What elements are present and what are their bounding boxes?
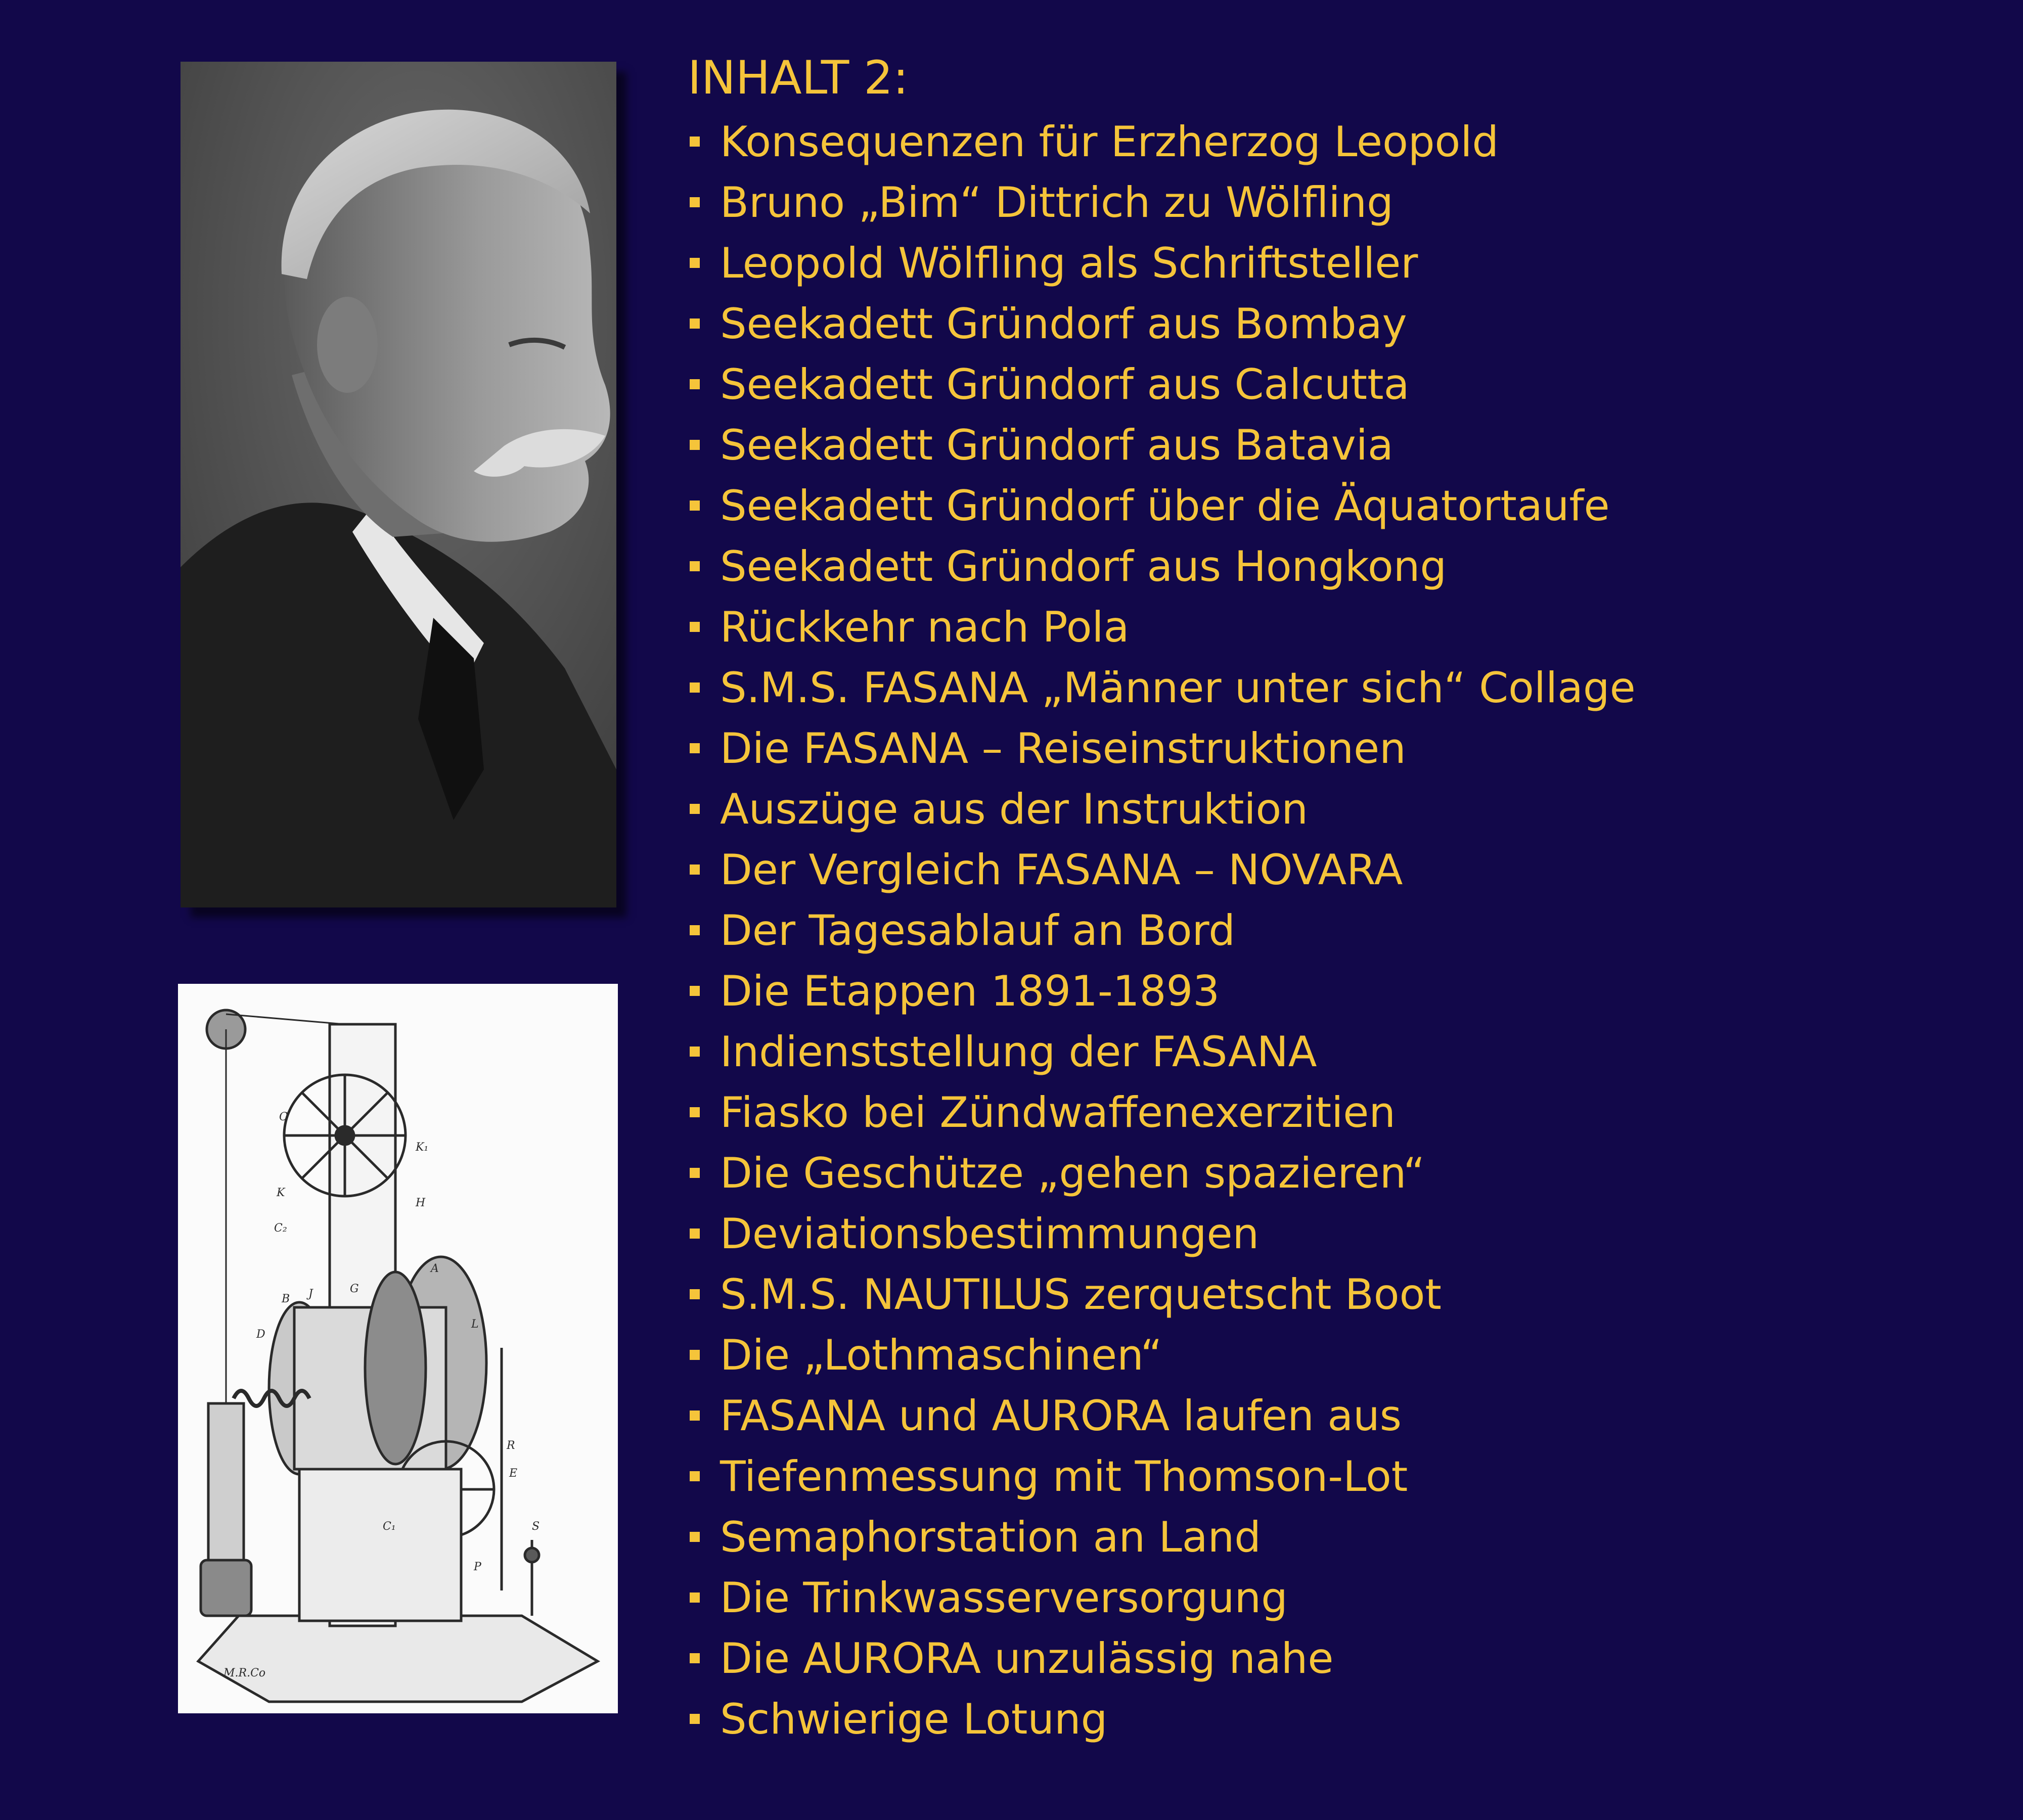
list-item-label: S.M.S. NAUTILUS zerquetscht Boot [720, 1269, 1442, 1319]
square-bullet-icon [690, 1714, 700, 1724]
drawing-label: C₂ [274, 1222, 287, 1235]
list-item [688, 1143, 1992, 1203]
portrait-photo-image [181, 62, 616, 907]
list-item-label: Die Geschütze „gehen spazieren“ [720, 1148, 1425, 1198]
list-item-label: Auszüge aus der Instruktion [720, 784, 1308, 834]
square-bullet-icon [690, 804, 700, 814]
square-bullet-icon [690, 440, 700, 450]
list-item-label: Der Tagesablauf an Bord [720, 905, 1235, 955]
list-item-label: S.M.S. FASANA „Männer unter sich“ Collage [720, 663, 1636, 712]
drawing-label: J [308, 1288, 313, 1300]
list-item-label: Bruno „Bim“ Dittrich zu Wölfling [720, 177, 1393, 227]
list-item-label: Der Vergleich FASANA – NOVARA [720, 845, 1403, 894]
drawing-label: P [474, 1561, 481, 1573]
list-item [688, 597, 1992, 657]
list-item-label: Die AURORA unzulässig nahe [720, 1633, 1334, 1683]
square-bullet-icon [690, 1228, 700, 1239]
list-item [688, 900, 1992, 961]
square-bullet-icon [690, 1289, 700, 1299]
drawing-label: B [282, 1293, 290, 1305]
list-item-label: Rückkehr nach Pola [720, 602, 1130, 652]
list-item-label: Schwierige Lotung [720, 1694, 1108, 1744]
square-bullet-icon [690, 986, 700, 996]
list-item [688, 839, 1992, 900]
square-bullet-icon [690, 682, 700, 693]
drawing-label: D [256, 1328, 265, 1341]
square-bullet-icon [690, 1471, 700, 1481]
list-item-label: Seekadett Gründorf aus Bombay [720, 299, 1407, 348]
list-item-label: Seekadett Gründorf aus Calcutta [720, 359, 1410, 409]
square-bullet-icon [690, 561, 700, 571]
square-bullet-icon [690, 925, 700, 935]
square-bullet-icon [690, 258, 700, 268]
list-item [688, 1203, 1992, 1264]
list-item-label: Die „Lothmaschinen“ [720, 1330, 1162, 1380]
drawing-label: A [431, 1262, 439, 1275]
list-item-label: Seekadett Gründorf über die Äquatortaufe [720, 481, 1610, 530]
square-bullet-icon [690, 379, 700, 389]
drawing-label: E [509, 1467, 518, 1480]
square-bullet-icon [690, 1107, 700, 1117]
square-bullet-icon [690, 1046, 700, 1057]
square-bullet-icon [690, 1410, 700, 1421]
list-item [688, 172, 1992, 233]
portrait-photo [181, 62, 616, 907]
list-item-label: Konsequenzen für Erzherzog Leopold [720, 117, 1499, 166]
list-item [688, 657, 1992, 718]
square-bullet-icon [690, 1592, 700, 1603]
drawing-label: C₁ [383, 1520, 396, 1533]
list-item-label: Die FASANA – Reiseinstruktionen [720, 723, 1406, 773]
square-bullet-icon [690, 1532, 700, 1542]
sounding-machine-drawing [178, 984, 618, 1713]
square-bullet-icon [690, 500, 700, 511]
list-item [688, 1628, 1992, 1689]
list-item-label: FASANA und AURORA laufen aus [720, 1391, 1402, 1440]
list-item [688, 1264, 1992, 1325]
list-item-label: Leopold Wölfling als Schriftsteller [720, 238, 1418, 288]
square-bullet-icon [690, 743, 700, 753]
list-item [688, 415, 1992, 475]
square-bullet-icon [690, 1653, 700, 1663]
drawing-label: M.R.Co [223, 1667, 266, 1679]
list-item [688, 718, 1992, 779]
drawing-label: G [350, 1283, 359, 1295]
list-item [688, 1446, 1992, 1507]
list-item [688, 354, 1992, 415]
square-bullet-icon [690, 864, 700, 875]
list-item-label: Die Etappen 1891-1893 [720, 966, 1220, 1016]
square-bullet-icon [690, 318, 700, 329]
list-item-label: Seekadett Gründorf aus Batavia [720, 420, 1393, 470]
drawing-label: S [532, 1520, 540, 1533]
sounding-machine-image [178, 984, 618, 1713]
square-bullet-icon [690, 622, 700, 632]
list-item [688, 111, 1992, 172]
list-item [688, 233, 1992, 293]
list-item-label: Deviationsbestimmungen [720, 1209, 1260, 1258]
list-item [688, 1507, 1992, 1567]
list-item [688, 779, 1992, 839]
drawing-label: C [279, 1111, 288, 1123]
list-item-label: Die Trinkwasserversorgung [720, 1573, 1288, 1622]
list-item [688, 1567, 1992, 1628]
toc-heading: INHALT 2: [688, 52, 909, 105]
list-item-label: Fiasko bei Zündwaffenexerzitien [720, 1087, 1396, 1137]
list-item [688, 1385, 1992, 1446]
list-item [688, 536, 1992, 597]
drawing-label: L [471, 1318, 479, 1331]
square-bullet-icon [690, 197, 700, 207]
drawing-label: K₁ [416, 1141, 429, 1154]
list-item-label: Semaphorstation an Land [720, 1512, 1261, 1562]
list-item-label: Tiefenmessung mit Thomson-Lot [720, 1451, 1408, 1501]
table-of-contents [688, 51, 1992, 1749]
toc-list [688, 111, 1992, 1749]
list-item [688, 1325, 1992, 1385]
square-bullet-icon [690, 1168, 700, 1178]
drawing-label: K [277, 1187, 285, 1199]
square-bullet-icon [690, 136, 700, 147]
square-bullet-icon [690, 1350, 700, 1360]
list-item-label: Seekadett Gründorf aus Hongkong [720, 541, 1447, 591]
list-item [688, 1689, 1992, 1749]
drawing-label: R [507, 1439, 515, 1452]
list-item [688, 475, 1992, 536]
list-item [688, 293, 1992, 354]
list-item [688, 1021, 1992, 1082]
list-item [688, 1082, 1992, 1143]
list-item [688, 961, 1992, 1021]
drawing-label: H [416, 1197, 426, 1209]
list-item-label: Indienststellung der FASANA [720, 1027, 1317, 1076]
